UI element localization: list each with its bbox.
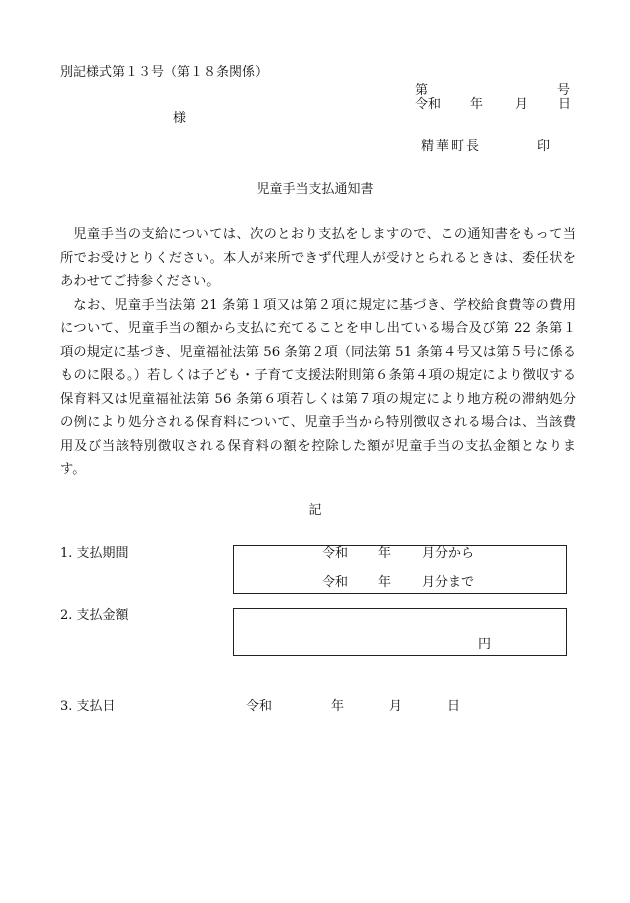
amount-unit-yen: 円 <box>478 637 492 652</box>
period-to-suffix: 月分まで <box>422 575 475 590</box>
issuer-name: 精華町長 <box>421 139 482 154</box>
form-number-title: 別記様式第１３号（第１８条関係） <box>60 65 269 80</box>
issue-date-era: 令和 <box>415 97 442 112</box>
pay-date-day: 日 <box>447 699 461 714</box>
payment-period-label: 1. 支払期間 <box>60 546 129 561</box>
issue-date-year: 年 <box>470 97 484 112</box>
period-from-year: 年 <box>378 546 392 561</box>
period-from-era: 令和 <box>322 546 349 561</box>
addressee-suffix: 様 <box>173 111 187 126</box>
payment-date-label: 3. 支払日 <box>60 699 116 714</box>
document-title: 児童手当支払通知書 <box>256 182 374 197</box>
payment-period-box <box>233 545 567 594</box>
pay-date-era: 令和 <box>246 699 273 714</box>
period-from-suffix: 月分から <box>422 546 475 561</box>
payment-amount-box <box>233 608 567 656</box>
period-to-year: 年 <box>378 575 392 590</box>
body-paragraph-2: なお、児童手当法第 21 条第１項又は第２項に規定に基づき、学校給食費等の費用について、児童手当の額から支払に充てることを申し出ている場合及び第 22 条第１項の規定に基づき、児童福祉法第 56 条第２項（同法第 51 条第４号又は第５号に係るものに限る。）若しくは子ども・子育て支援法附則第６条第４項の規定により徴収する保育料又は児童福祉法第 56 条第６項若しくは第７項の規定により地方税の滞納処分の例により処分される保育料について、児童手当から特別徴収される場合は、当該費用及び当該特別徴収される保育料の額を控除した額が児童手当の支払金額となります。 <box>60 297 576 477</box>
pay-date-month: 月 <box>389 699 403 714</box>
issue-date-day: 日 <box>558 97 572 112</box>
body-text <box>60 223 576 482</box>
period-to-era: 令和 <box>322 575 349 590</box>
notice-number-prefix: 第 <box>415 83 429 98</box>
notice-number-suffix: 号 <box>557 83 571 98</box>
payment-amount-label: 2. 支払金額 <box>60 608 129 623</box>
body-paragraph-1: 児童手当の支給については、次のとおり支払をしますので、この通知書をもって当所でお受けとりください。本人が来所できず代理人が受けとられるときは、委任状をあわせてご持参ください。 <box>60 227 576 289</box>
seal-mark: 印 <box>537 139 551 154</box>
pay-date-year: 年 <box>331 699 345 714</box>
issue-date-month: 月 <box>515 97 529 112</box>
ki-heading: 記 <box>308 503 322 518</box>
